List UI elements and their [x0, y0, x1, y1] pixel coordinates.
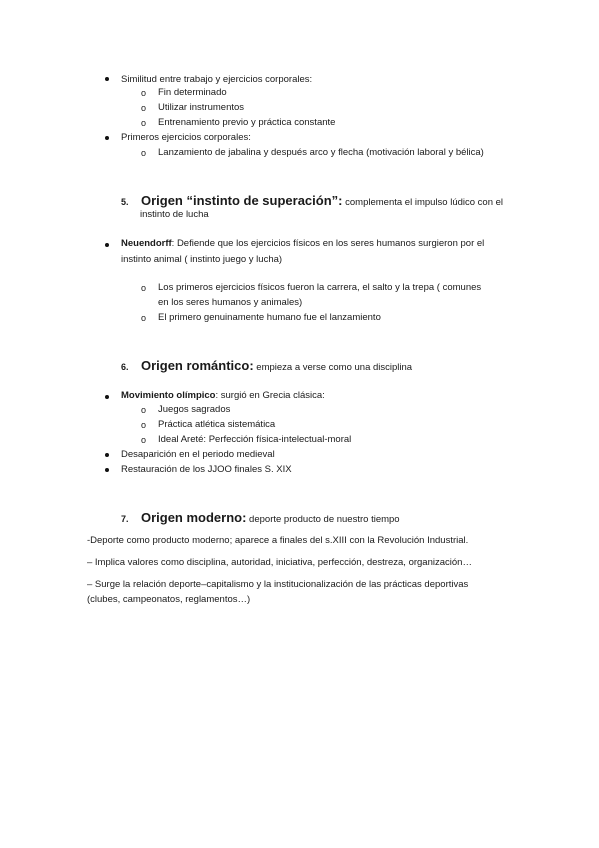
circle-bullet-icon: o: [141, 283, 147, 293]
bullet-text: Desaparición en el periodo medieval: [121, 449, 275, 460]
bullet-dot-icon: [105, 468, 109, 472]
circle-bullet-icon: o: [141, 435, 147, 445]
bullet-text-cont: instinto animal ( instinto juego y lucha): [121, 254, 283, 265]
sub-item: Utilizar instrumentos: [158, 102, 245, 113]
paragraph: -Deporte como producto moderno; aparece a finales del s.XIII con la Revolución Industrial.: [87, 535, 469, 546]
section-desc: deporte producto de nuestro tiempo: [246, 514, 400, 525]
sub-item: Ideal Areté: Perfección física-intelectual-moral: [158, 434, 352, 445]
circle-bullet-icon: o: [141, 118, 147, 128]
paragraph: – Surge la relación deporte–capitalismo y la institucionalización de las prácticas deportivas: [87, 579, 469, 590]
bullet-text: Primeros ejercicios corporales:: [121, 132, 251, 143]
paragraph: – Implica valores como disciplina, autoridad, iniciativa, perfección, destreza, organización…: [87, 557, 472, 568]
circle-bullet-icon: o: [141, 148, 147, 158]
sub-item: Fin determinado: [158, 87, 227, 98]
section-title: Origen romántico:: [140, 358, 254, 373]
section-number: 5.: [121, 197, 129, 207]
bullet-dot-icon: [105, 395, 109, 399]
section-title: Origen “instinto de superación”:: [140, 193, 343, 208]
sub-item: Lanzamiento de jabalina y después arco y flecha (motivación laboral y bélica): [158, 147, 484, 158]
bullet-body: : Defiende que los ejercicios físicos en los seres humanos surgieron por el: [171, 238, 485, 249]
bullet-text: Similitud entre trabajo y ejercicios corporales:: [121, 74, 313, 85]
bullet-text: Restauración de los JJOO finales S. XIX: [121, 464, 292, 475]
section-number: 6.: [121, 362, 129, 372]
sub-item: Juegos sagrados: [158, 404, 231, 415]
sub-item-cont: en los seres humanos y animales): [158, 297, 303, 308]
circle-bullet-icon: o: [141, 313, 147, 323]
section-desc-cont: instinto de lucha: [140, 209, 209, 220]
sub-item: Los primeros ejercicios físicos fueron la carrera, el salto y la trepa ( comunes: [158, 282, 482, 293]
sub-item: Entrenamiento previo y práctica constante: [158, 117, 336, 128]
bullet-dot-icon: [105, 453, 109, 457]
paragraph-cont: (clubes, campeonatos, reglamentos…): [87, 594, 251, 605]
bullet-name: Neuendorff: [121, 238, 172, 249]
section-desc: complementa el impulso lúdico con el: [342, 197, 504, 208]
bullet-text: [121, 237, 484, 251]
circle-bullet-icon: o: [141, 405, 147, 415]
bullet-name: Movimiento olímpico: [121, 390, 216, 401]
sub-item: Práctica atlética sistemática: [158, 419, 276, 430]
section-desc: empieza a verse como una disciplina: [253, 362, 413, 373]
section-title: Origen moderno:: [140, 510, 247, 525]
bullet-dot-icon: [105, 136, 109, 140]
bullet-dot-icon: [105, 243, 109, 247]
bullet-text: [121, 389, 325, 403]
circle-bullet-icon: o: [141, 88, 147, 98]
circle-bullet-icon: o: [141, 420, 147, 430]
section-heading-7: [121, 509, 400, 527]
bullet-body: : surgió en Grecia clásica:: [215, 390, 325, 401]
sub-item: El primero genuinamente humano fue el lanzamiento: [158, 312, 381, 323]
circle-bullet-icon: o: [141, 103, 147, 113]
section-number: 7.: [121, 514, 129, 524]
bullet-dot-icon: [105, 77, 109, 81]
section-heading-6: [121, 357, 412, 375]
